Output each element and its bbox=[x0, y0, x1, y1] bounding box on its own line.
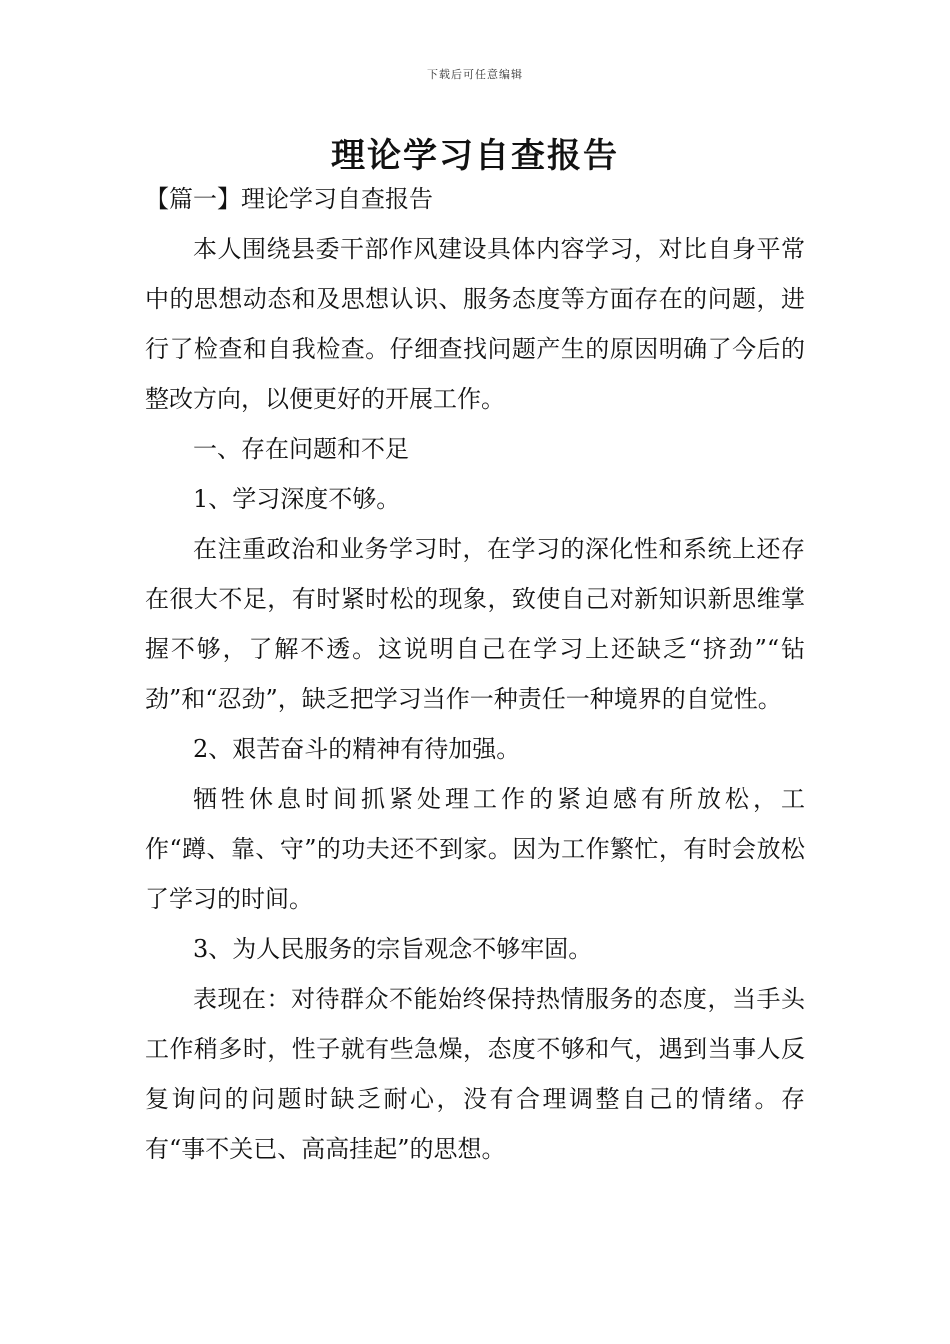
paragraph-item-3: 表现在：对待群众不能始终保持热情服务的态度，当手头工作稍多时，性子就有些急燥，态度不够和气，遇到当事人反复询问的问题时缺乏耐心，没有合理调整自己的情绪。存有“事不关已、高高挂起”的思想。 bbox=[145, 985, 805, 1163]
document-title: 理论学习自查报告 bbox=[331, 136, 619, 176]
heading-problems: 一、存在问题和不足 bbox=[193, 435, 409, 463]
paragraph-item-1: 在注重政治和业务学习时，在学习的深化性和系统上还存在很大不足，有时紧时松的现象，致使自己对新知识新思维掌握不够，了解不透。这说明自己在学习上还缺乏“挤劲”“钻劲”和“忍劲”，缺乏把学习当作一种责任一种境界的自觉性。 bbox=[145, 535, 805, 713]
download-note: 下载后可任意编辑 bbox=[427, 68, 523, 81]
item-heading-1: 1、学习深度不够。 bbox=[193, 485, 401, 513]
paragraph-intro: 本人围绕县委干部作风建设具体内容学习，对比自身平常中的思想动态和及思想认识、服务态度等方面存在的问题，进行了检查和自我检查。仔细查找问题产生的原因明确了今后的整改方向，以便更好的开展工作。 bbox=[145, 235, 805, 413]
paragraph-item-2: 牺牲休息时间抓紧处理工作的紧迫感有所放松，工作“蹲、靠、守”的功夫还不到家。因为工作繁忙，有时会放松了学习的时间。 bbox=[145, 785, 805, 913]
document-body bbox=[145, 174, 805, 1174]
section-heading: 【篇一】理论学习自查报告 bbox=[145, 185, 433, 213]
item-heading-3: 3、为人民服务的宗旨观念不够牢固。 bbox=[193, 935, 593, 963]
item-heading-2: 2、艰苦奋斗的精神有待加强。 bbox=[193, 735, 521, 763]
